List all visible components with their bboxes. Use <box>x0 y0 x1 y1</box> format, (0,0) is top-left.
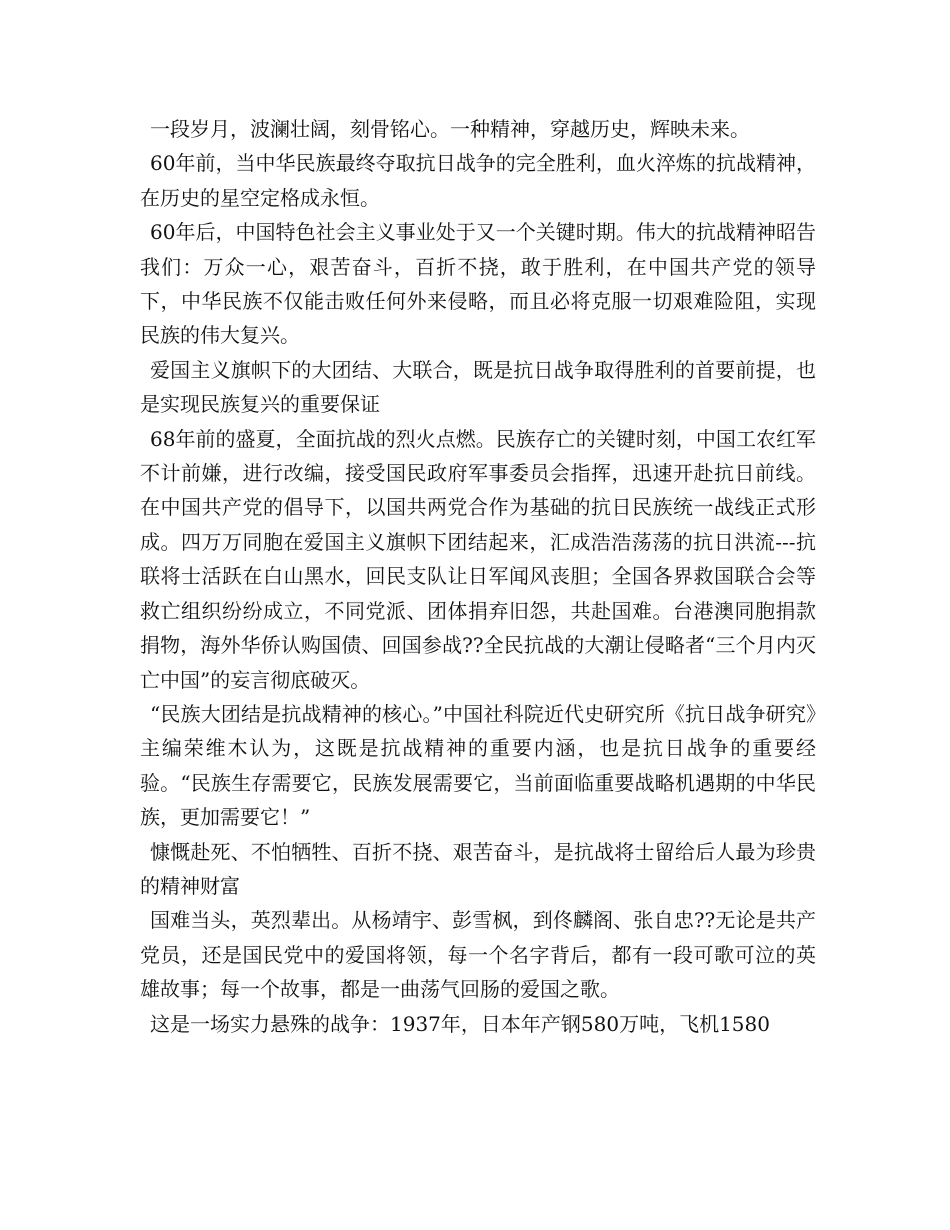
section-heading-great-unity: 爱国主义旗帜下的大团结、大联合，既是抗日战争取得胜利的首要前提，也是实现民族复兴的重要保证 <box>140 357 816 417</box>
paragraph-68-years-ago: 68年前的盛夏，全面抗战的烈火点燃。民族存亡的关键时刻，中国工农红军不计前嫌，进行改编，接受国民政府军事委员会指挥，迅速开赴抗日前线。在中国共产党的倡导下，以国共两党合作为基础的抗日民族统一战线正式形成。四万万同胞在爱国主义旗帜下团结起来，汇成浩浩荡荡的抗日洪流---抗联将士活跃在白山黑水，回民支队让日军闻风丧胆；全国各界救国联合会等救亡组织纷纷成立，不同党派、团体捐弃旧怨，共赴国难。台港澳同胞捐款捐物，海外华侨认购国债、回国参战??全民抗战的大潮让侵略者“三个月内灭亡中国”的妄言彻底破灭。 <box>140 426 816 692</box>
section-heading-spiritual-wealth: 慷慨赴死、不怕牺牲、百折不挠、艰苦奋斗，是抗战将士留给后人最为珍贵的精神财富 <box>140 839 816 898</box>
paragraph-national-unity-quote: “民族大团结是抗战精神的核心。”中国社科院近代史研究所《抗日战争研究》主编荣维木认为，这既是抗战精神的重要内涵，也是抗日战争的重要经验。“民族生存需要它，民族发展需要它，当前面临重要战略机遇期的中华民族，更加需要它！” <box>140 701 816 830</box>
paragraph-60-years-ago: 60年前，当中华民族最终夺取抗日战争的完全胜利，血火淬炼的抗战精神，在历史的星空定格成永恒。 <box>140 151 816 210</box>
paragraph-strength-disparity: 这是一场实力悬殊的战争：1937年，日本年产钢580万吨，飞机1580 <box>150 1011 770 1036</box>
paragraph-opening: 一段岁月，波澜壮阔，刻骨铭心。一种精神，穿越历史，辉映未来。 <box>150 117 750 141</box>
paragraph-heroes: 国难当头，英烈辈出。从杨靖宇、彭雪枫，到佟麟阁、张自忠??无论是共产党员，还是国民党中的爱国将领，每一个名字背后，都有一段可歌可泣的英雄故事；每一个故事，都是一曲荡气回肠的爱国之歌。 <box>140 908 816 1002</box>
document-body <box>140 112 816 1041</box>
paragraph-60-years-later: 60年后，中国特色社会主义事业处于又一个关键时期。伟大的抗战精神昭告我们：万众一心，艰苦奋斗，百折不挠，敢于胜利，在中国共产党的领导下，中华民族不仅能击败任何外来侵略，而且必将克服一切艰难险阻，实现民族的伟大复兴。 <box>140 220 816 348</box>
